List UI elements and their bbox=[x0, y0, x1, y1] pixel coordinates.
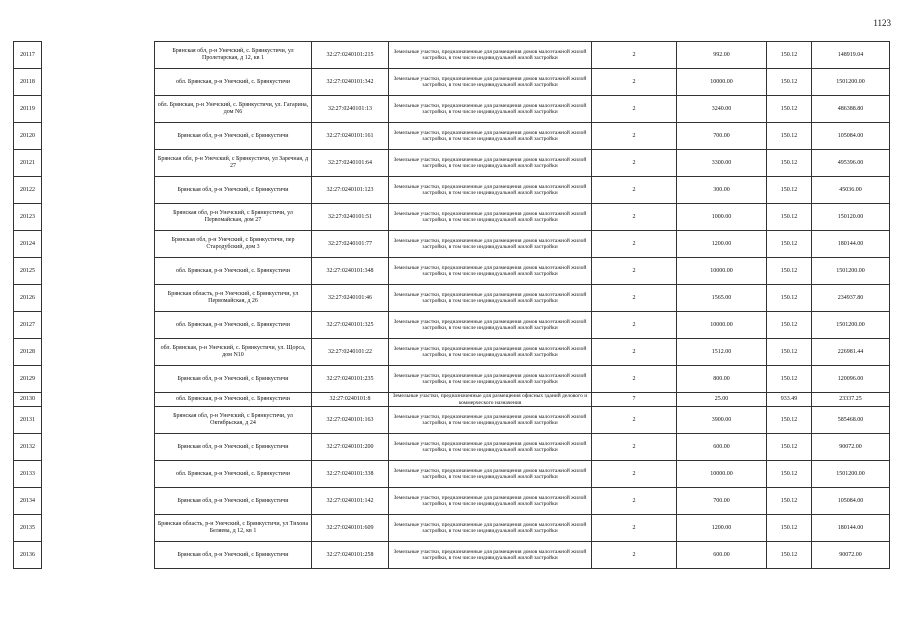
land-use-cell: Земельные участки, предназначенные для размещения офисных зданий делового и коммерческого назначения bbox=[389, 393, 592, 407]
table-row bbox=[14, 542, 890, 569]
area-cell: 1000.00 bbox=[677, 204, 767, 231]
land-use-cell: Земельные участки, предназначенные для размещения домов малоэтажной жилой застройки, в том числе индивидуальной жилой застройки bbox=[389, 461, 592, 488]
table-row bbox=[14, 488, 890, 515]
cadastral-value-cell: 1501200.00 bbox=[812, 461, 890, 488]
cadastral-number-cell: 32:27:0240101:200 bbox=[312, 434, 389, 461]
address-cell: Брянская обл, р-н Унечский, с Брянкустичи bbox=[155, 434, 312, 461]
cadastral-value-cell: 180144.00 bbox=[812, 515, 890, 542]
table-body bbox=[14, 42, 890, 569]
rate-cell: 933.49 bbox=[767, 393, 812, 407]
row-number-cell: 20128 bbox=[14, 339, 42, 366]
cadastral-value-cell: 23337.25 bbox=[812, 393, 890, 407]
group-cell: 2 bbox=[592, 339, 677, 366]
group-cell: 2 bbox=[592, 150, 677, 177]
land-use-cell: Земельные участки, предназначенные для размещения домов малоэтажной жилой застройки, в том числе индивидуальной жилой застройки bbox=[389, 339, 592, 366]
address-cell: Брянская обл, р-н Унечский, с Брянкустичи bbox=[155, 123, 312, 150]
spacer-cell bbox=[42, 69, 155, 96]
table-row bbox=[14, 285, 890, 312]
rate-cell: 150.12 bbox=[767, 42, 812, 69]
group-cell: 2 bbox=[592, 434, 677, 461]
spacer-cell bbox=[42, 461, 155, 488]
table-row bbox=[14, 312, 890, 339]
row-number-cell: 20132 bbox=[14, 434, 42, 461]
row-number-cell: 20122 bbox=[14, 177, 42, 204]
address-cell: обл. Брянская, р-н Унечский, с. Брянкустичи bbox=[155, 258, 312, 285]
address-cell: Брянская обл, р-н Унечский, с Брянкустичи, ул Первомайская, дом 27 bbox=[155, 204, 312, 231]
spacer-cell bbox=[42, 312, 155, 339]
land-use-cell: Земельные участки, предназначенные для размещения домов малоэтажной жилой застройки, в том числе индивидуальной жилой застройки bbox=[389, 231, 592, 258]
cadastral-number-cell: 32:27:0240101:8 bbox=[312, 393, 389, 407]
area-cell: 1200.00 bbox=[677, 515, 767, 542]
cadastral-number-cell: 32:27:0240101:13 bbox=[312, 96, 389, 123]
group-cell: 2 bbox=[592, 461, 677, 488]
row-number-cell: 20136 bbox=[14, 542, 42, 569]
cadastral-value-cell: 45036.00 bbox=[812, 177, 890, 204]
rate-cell: 150.12 bbox=[767, 258, 812, 285]
address-cell: обл. Брянская, р-н Унечский, с. Брянкустичи bbox=[155, 461, 312, 488]
cadastral-value-cell: 226981.44 bbox=[812, 339, 890, 366]
land-use-cell: Земельные участки, предназначенные для размещения домов малоэтажной жилой застройки, в том числе индивидуальной жилой застройки bbox=[389, 312, 592, 339]
land-use-cell: Земельные участки, предназначенные для размещения домов малоэтажной жилой застройки, в том числе индивидуальной жилой застройки bbox=[389, 177, 592, 204]
table-row bbox=[14, 366, 890, 393]
cadastral-number-cell: 32:27:0240101:51 bbox=[312, 204, 389, 231]
rate-cell: 150.12 bbox=[767, 231, 812, 258]
page-number: 1123 bbox=[873, 18, 891, 28]
group-cell: 2 bbox=[592, 69, 677, 96]
land-use-cell: Земельные участки, предназначенные для размещения домов малоэтажной жилой застройки, в том числе индивидуальной жилой застройки bbox=[389, 204, 592, 231]
spacer-cell bbox=[42, 177, 155, 204]
area-cell: 1200.00 bbox=[677, 231, 767, 258]
group-cell: 2 bbox=[592, 123, 677, 150]
address-cell: Брянская обл, р-н Унечский, с Брянкустичи bbox=[155, 488, 312, 515]
address-cell: обл. Брянская, р-н Унечский, с. Брянкустичи bbox=[155, 393, 312, 407]
group-cell: 2 bbox=[592, 515, 677, 542]
spacer-cell bbox=[42, 407, 155, 434]
rate-cell: 150.12 bbox=[767, 69, 812, 96]
rate-cell: 150.12 bbox=[767, 204, 812, 231]
area-cell: 992.00 bbox=[677, 42, 767, 69]
rate-cell: 150.12 bbox=[767, 150, 812, 177]
spacer-cell bbox=[42, 434, 155, 461]
row-number-cell: 20126 bbox=[14, 285, 42, 312]
spacer-cell bbox=[42, 515, 155, 542]
table-row bbox=[14, 123, 890, 150]
area-cell: 700.00 bbox=[677, 488, 767, 515]
group-cell: 2 bbox=[592, 96, 677, 123]
rate-cell: 150.12 bbox=[767, 407, 812, 434]
land-use-cell: Земельные участки, предназначенные для размещения домов малоэтажной жилой застройки, в том числе индивидуальной жилой застройки bbox=[389, 366, 592, 393]
cadastral-number-cell: 32:27:0240101:609 bbox=[312, 515, 389, 542]
land-use-cell: Земельные участки, предназначенные для размещения домов малоэтажной жилой застройки, в том числе индивидуальной жилой застройки bbox=[389, 515, 592, 542]
spacer-cell bbox=[42, 393, 155, 407]
cadastral-number-cell: 32:27:0240101:163 bbox=[312, 407, 389, 434]
row-number-cell: 20124 bbox=[14, 231, 42, 258]
cadastral-number-cell: 32:27:0240101:142 bbox=[312, 488, 389, 515]
area-cell: 700.00 bbox=[677, 123, 767, 150]
land-use-cell: Земельные участки, предназначенные для размещения домов малоэтажной жилой застройки, в том числе индивидуальной жилой застройки bbox=[389, 69, 592, 96]
area-cell: 1565.00 bbox=[677, 285, 767, 312]
area-cell: 10000.00 bbox=[677, 69, 767, 96]
row-number-cell: 20129 bbox=[14, 366, 42, 393]
row-number-cell: 20134 bbox=[14, 488, 42, 515]
table-row bbox=[14, 69, 890, 96]
cadastral-number-cell: 32:27:0240101:161 bbox=[312, 123, 389, 150]
rate-cell: 150.12 bbox=[767, 515, 812, 542]
group-cell: 2 bbox=[592, 407, 677, 434]
land-use-cell: Земельные участки, предназначенные для размещения домов малоэтажной жилой застройки, в том числе индивидуальной жилой застройки bbox=[389, 42, 592, 69]
spacer-cell bbox=[42, 150, 155, 177]
spacer-cell bbox=[42, 366, 155, 393]
cadastral-value-cell: 486388.80 bbox=[812, 96, 890, 123]
group-cell: 2 bbox=[592, 285, 677, 312]
row-number-cell: 20130 bbox=[14, 393, 42, 407]
cadastral-value-cell: 1501200.00 bbox=[812, 69, 890, 96]
cadastral-value-cell: 1501200.00 bbox=[812, 312, 890, 339]
table-row bbox=[14, 407, 890, 434]
row-number-cell: 20119 bbox=[14, 96, 42, 123]
land-use-cell: Земельные участки, предназначенные для размещения домов малоэтажной жилой застройки, в том числе индивидуальной жилой застройки bbox=[389, 258, 592, 285]
rate-cell: 150.12 bbox=[767, 312, 812, 339]
spacer-cell bbox=[42, 258, 155, 285]
table-row bbox=[14, 434, 890, 461]
land-use-cell: Земельные участки, предназначенные для размещения домов малоэтажной жилой застройки, в том числе индивидуальной жилой застройки bbox=[389, 407, 592, 434]
area-cell: 600.00 bbox=[677, 434, 767, 461]
cadastral-value-cell: 105084.00 bbox=[812, 123, 890, 150]
spacer-cell bbox=[42, 231, 155, 258]
group-cell: 2 bbox=[592, 542, 677, 569]
table-row bbox=[14, 150, 890, 177]
cadastral-value-cell: 1501200.00 bbox=[812, 258, 890, 285]
cadastral-number-cell: 32:27:0240101:348 bbox=[312, 258, 389, 285]
table-row bbox=[14, 42, 890, 69]
cadastral-number-cell: 32:27:0240101:46 bbox=[312, 285, 389, 312]
area-cell: 25.00 bbox=[677, 393, 767, 407]
table-row bbox=[14, 231, 890, 258]
area-cell: 600.00 bbox=[677, 542, 767, 569]
cadastral-value-cell: 150120.00 bbox=[812, 204, 890, 231]
cadastral-value-cell: 105084.00 bbox=[812, 488, 890, 515]
table-row bbox=[14, 461, 890, 488]
rate-cell: 150.12 bbox=[767, 177, 812, 204]
table-row bbox=[14, 177, 890, 204]
rate-cell: 150.12 bbox=[767, 542, 812, 569]
rate-cell: 150.12 bbox=[767, 488, 812, 515]
cadastral-value-cell: 90072.00 bbox=[812, 542, 890, 569]
table-row bbox=[14, 96, 890, 123]
cadastral-number-cell: 32:27:0240101:325 bbox=[312, 312, 389, 339]
cadastral-number-cell: 32:27:0240101:342 bbox=[312, 69, 389, 96]
spacer-cell bbox=[42, 542, 155, 569]
group-cell: 7 bbox=[592, 393, 677, 407]
group-cell: 2 bbox=[592, 258, 677, 285]
rate-cell: 150.12 bbox=[767, 461, 812, 488]
land-use-cell: Земельные участки, предназначенные для размещения домов малоэтажной жилой застройки, в том числе индивидуальной жилой застройки bbox=[389, 434, 592, 461]
cadastral-value-cell: 234937.80 bbox=[812, 285, 890, 312]
area-cell: 1512.00 bbox=[677, 339, 767, 366]
group-cell: 2 bbox=[592, 488, 677, 515]
spacer-cell bbox=[42, 488, 155, 515]
row-number-cell: 20120 bbox=[14, 123, 42, 150]
address-cell: обл. Брянская, р-н Унечский, с. Брянкустичи bbox=[155, 69, 312, 96]
group-cell: 2 bbox=[592, 366, 677, 393]
table-row bbox=[14, 204, 890, 231]
cadastral-number-cell: 32:27:0240101:338 bbox=[312, 461, 389, 488]
land-use-cell: Земельные участки, предназначенные для размещения домов малоэтажной жилой застройки, в том числе индивидуальной жилой застройки bbox=[389, 123, 592, 150]
area-cell: 10000.00 bbox=[677, 312, 767, 339]
rate-cell: 150.12 bbox=[767, 434, 812, 461]
row-number-cell: 20135 bbox=[14, 515, 42, 542]
cadastral-number-cell: 32:27:0240101:22 bbox=[312, 339, 389, 366]
cadastral-number-cell: 32:27:0240101:235 bbox=[312, 366, 389, 393]
rate-cell: 150.12 bbox=[767, 339, 812, 366]
area-cell: 10000.00 bbox=[677, 258, 767, 285]
area-cell: 3240.00 bbox=[677, 96, 767, 123]
land-use-cell: Земельные участки, предназначенные для размещения домов малоэтажной жилой застройки, в том числе индивидуальной жилой застройки bbox=[389, 488, 592, 515]
row-number-cell: 20133 bbox=[14, 461, 42, 488]
rate-cell: 150.12 bbox=[767, 366, 812, 393]
address-cell: Брянская обл, р-н Унечский, с Брянкустичи bbox=[155, 177, 312, 204]
cadastral-table bbox=[13, 41, 890, 569]
address-cell: Брянская обл, р-н Унечский, с Брянкустичи bbox=[155, 366, 312, 393]
address-cell: обл. Брянская, р-н Унечский, с. Брянкустичи, ул. Гагарина, дом N6 bbox=[155, 96, 312, 123]
area-cell: 10000.00 bbox=[677, 461, 767, 488]
cadastral-value-cell: 180144.00 bbox=[812, 231, 890, 258]
address-cell: Брянская область, р-н Унечский, с Брянкустичи, ул Первомайская, д 26 bbox=[155, 285, 312, 312]
rate-cell: 150.12 bbox=[767, 285, 812, 312]
area-cell: 300.00 bbox=[677, 177, 767, 204]
row-number-cell: 20121 bbox=[14, 150, 42, 177]
rate-cell: 150.12 bbox=[767, 123, 812, 150]
spacer-cell bbox=[42, 123, 155, 150]
row-number-cell: 20125 bbox=[14, 258, 42, 285]
group-cell: 2 bbox=[592, 177, 677, 204]
land-use-cell: Земельные участки, предназначенные для размещения домов малоэтажной жилой застройки, в том числе индивидуальной жилой застройки bbox=[389, 150, 592, 177]
address-cell: обл. Брянская, р-н Унечский, с. Брянкустичи, ул. Щорса, дом N10 bbox=[155, 339, 312, 366]
row-number-cell: 20118 bbox=[14, 69, 42, 96]
spacer-cell bbox=[42, 96, 155, 123]
cadastral-value-cell: 585468.00 bbox=[812, 407, 890, 434]
address-cell: Брянская область, р-н Унечский, с Брянкустичи, ул Тихона Беляева, д 12, кв 1 bbox=[155, 515, 312, 542]
rate-cell: 150.12 bbox=[767, 96, 812, 123]
cadastral-number-cell: 32:27:0240101:123 bbox=[312, 177, 389, 204]
spacer-cell bbox=[42, 285, 155, 312]
table-row bbox=[14, 258, 890, 285]
land-use-cell: Земельные участки, предназначенные для размещения домов малоэтажной жилой застройки, в том числе индивидуальной жилой застройки bbox=[389, 96, 592, 123]
cadastral-value-cell: 120096.00 bbox=[812, 366, 890, 393]
cadastral-number-cell: 32:27:0240101:64 bbox=[312, 150, 389, 177]
area-cell: 3300.00 bbox=[677, 150, 767, 177]
area-cell: 3900.00 bbox=[677, 407, 767, 434]
address-cell: Брянская обл, р-н Унечский, с Брянкустичи bbox=[155, 542, 312, 569]
spacer-cell bbox=[42, 339, 155, 366]
address-cell: Брянская обл, р-н Унечский, с Брянкустичи, ул Заречная, д 27 bbox=[155, 150, 312, 177]
row-number-cell: 20117 bbox=[14, 42, 42, 69]
group-cell: 2 bbox=[592, 312, 677, 339]
group-cell: 2 bbox=[592, 231, 677, 258]
land-use-cell: Земельные участки, предназначенные для размещения домов малоэтажной жилой застройки, в том числе индивидуальной жилой застройки bbox=[389, 542, 592, 569]
cadastral-value-cell: 148919.04 bbox=[812, 42, 890, 69]
address-cell: обл. Брянская, р-н Унечский, с. Брянкустичи bbox=[155, 312, 312, 339]
area-cell: 800.00 bbox=[677, 366, 767, 393]
address-cell: Брянская обл, р-н Унечский, с. Брянкустичи, ул Пролетарская, д 12, кв 1 bbox=[155, 42, 312, 69]
row-number-cell: 20131 bbox=[14, 407, 42, 434]
table-row bbox=[14, 515, 890, 542]
spacer-cell bbox=[42, 42, 155, 69]
table-row bbox=[14, 339, 890, 366]
address-cell: Брянская обл, р-н Унечский, с Брянкустичи, пер Стародубский, дом 3 bbox=[155, 231, 312, 258]
table-row bbox=[14, 393, 890, 407]
cadastral-number-cell: 32:27:0240101:77 bbox=[312, 231, 389, 258]
address-cell: Брянская обл, р-н Унечский, с Брянкустичи, ул Октябрьская, д 24 bbox=[155, 407, 312, 434]
cadastral-number-cell: 32:27:0240101:258 bbox=[312, 542, 389, 569]
row-number-cell: 20127 bbox=[14, 312, 42, 339]
cadastral-value-cell: 90072.00 bbox=[812, 434, 890, 461]
group-cell: 2 bbox=[592, 42, 677, 69]
group-cell: 2 bbox=[592, 204, 677, 231]
cadastral-value-cell: 495396.00 bbox=[812, 150, 890, 177]
row-number-cell: 20123 bbox=[14, 204, 42, 231]
spacer-cell bbox=[42, 204, 155, 231]
land-use-cell: Земельные участки, предназначенные для размещения домов малоэтажной жилой застройки, в том числе индивидуальной жилой застройки bbox=[389, 285, 592, 312]
cadastral-number-cell: 32:27:0240101:215 bbox=[312, 42, 389, 69]
